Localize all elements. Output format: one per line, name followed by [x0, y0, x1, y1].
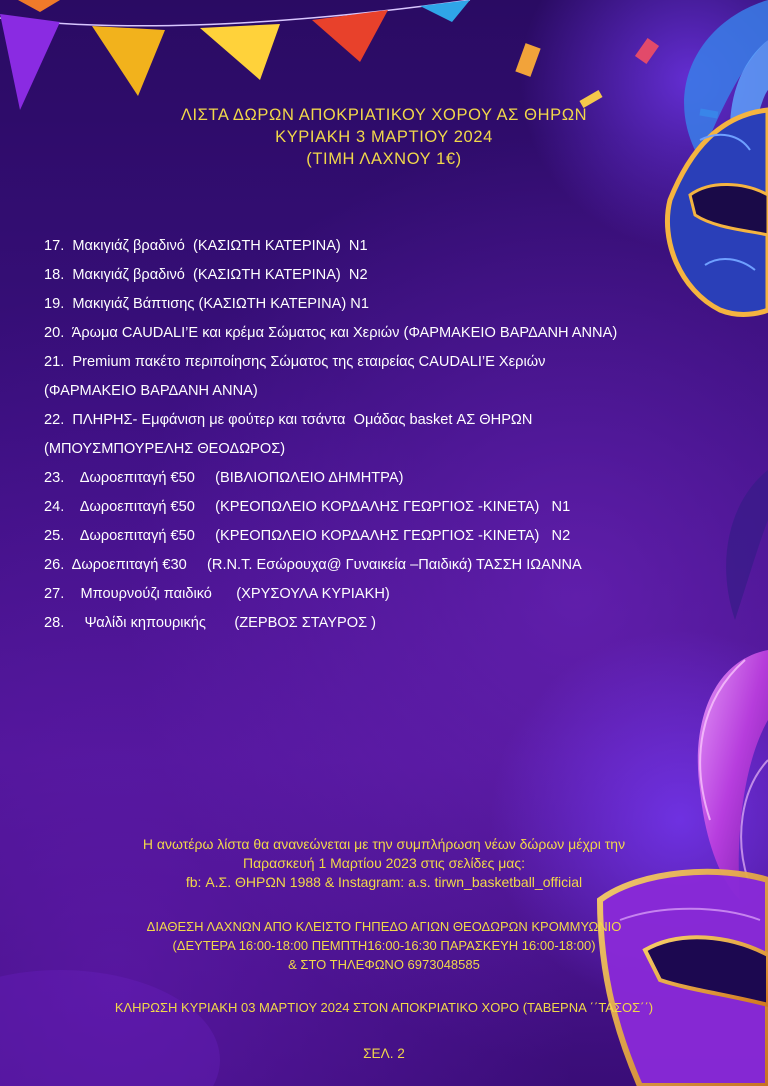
flyer-header [0, 104, 768, 170]
bunting-flag-yellow-2 [200, 24, 280, 80]
bunting-flag-red [312, 10, 388, 62]
gift-item: 21. Premium πακέτο περιποίησης Σώματος της εταιρείας CAUDALI’E Χεριών [44, 354, 546, 370]
availability-location: ΔΙΑΘΕΣΗ ΛΑΧΝΩΝ ΑΠΟ ΚΛΕΙΣΤΟ ΓΗΠΕΔΟ ΑΓΙΩΝ ΘΕΟΔΩΡΩΝ ΚΡΟΜΜΥΩΝΙΟ [146, 919, 622, 934]
header-ticket-price: (ΤΙΜΗ ΛΑΧΝΟΥ 1€) [306, 150, 462, 168]
availability-hours: (ΔΕΥΤΕΡΑ 16:00-18:00 ΠΕΜΠΤΗ16:00-16:30 ΠΑΡΑΣΚΕΥΗ 16:00-18:00) [172, 938, 596, 953]
gift-item: 25. Δωροεπιταγή €50 (ΚΡΕΟΠΩΛΕΙΟ ΚΟΡΔΑΛΗΣ ΓΕΩΡΓΙΟΣ -ΚΙΝΕΤΑ) Ν2 [44, 528, 571, 544]
update-notice-line: Η ανωτέρω λίστα θα ανανεώνεται με την συμπλήρωση νέων δώρων μέχρι την [142, 836, 626, 852]
gift-item: 19. Μακιγιάζ Βάπτισης (ΚΑΣΙΩΤΗ ΚΑΤΕΡΙΝΑ) Ν1 [44, 296, 369, 312]
gift-item: 17. Μακιγιάζ βραδινό (ΚΑΣΙΩΤΗ ΚΑΤΕΡΙΝΑ) Ν1 [44, 238, 368, 254]
gift-item: 28. Ψαλίδι κηπουρικής (ΖΕΡΒΟΣ ΣΤΑΥΡΟΣ ) [44, 615, 376, 631]
header-title: ΛΙΣΤΑ ΔΩΡΩΝ ΑΠΟΚΡΙΑΤΙΚΟΥ ΧΟΡΟΥ ΑΣ ΘΗΡΩΝ [180, 106, 588, 124]
gift-list [44, 232, 744, 638]
bunting-flag-purple [0, 14, 60, 110]
bunting-flag-yellow [92, 26, 165, 96]
draw-line: ΚΛΗΡΩΣΗ ΚΥΡΙΑΚΗ 03 ΜΑΡΤΙΟΥ 2024 ΣΤΟΝ ΑΠΟΚΡΙΑΤΙΚΟ ΧΟΡΟ (ΤΑΒΕΡΝΑ ΄΄ΤΑΣΟΣ΄΄) [114, 1000, 654, 1015]
bunting-flag-orange [18, 0, 60, 12]
gift-item: 27. Μπουρνούζι παιδικό (ΧΡΥΣΟΥΛΑ ΚΥΡΙΑΚΗ) [44, 586, 390, 602]
gift-item: 18. Μακιγιάζ βραδινό (ΚΑΣΙΩΤΗ ΚΑΤΕΡΙΝΑ) Ν2 [44, 267, 368, 283]
bunting-flag-blue [420, 0, 470, 22]
gift-item: 26. Δωροεπιταγή €30 (R.N.T. Εσώρουχα@ Γυναικεία –Παιδικά) ΤΑΣΣΗ ΙΩΑΝΝΑ [44, 557, 582, 573]
gift-item: 24. Δωροεπιταγή €50 (ΚΡΕΟΠΩΛΕΙΟ ΚΟΡΔΑΛΗΣ ΓΕΩΡΓΙΟΣ -ΚΙΝΕΤΑ) Ν1 [44, 499, 571, 515]
page-number [0, 1044, 768, 1064]
update-notice [0, 835, 768, 892]
gift-item-continued: (ΜΠΟΥΣΜΠΟΥΡΕΛΗΣ ΘΕΟΔΩΡΟΣ) [44, 441, 286, 457]
header-date: ΚΥΡΙΑΚΗ 3 ΜΑΡΤΙΟΥ 2024 [275, 128, 493, 146]
ticket-availability [0, 917, 768, 974]
update-notice-line: Παρασκευή 1 Μαρτίου 2023 στις σελίδες μας: [242, 855, 526, 871]
availability-phone: & ΣΤΟ ΤΗΛΕΦΩΝΟ 6973048585 [288, 957, 480, 972]
gift-item: 20. Άρωμα CAUDALI’E και κρέμα Σώματος και Χεριών (ΦΑΡΜΑΚΕΙΟ ΒΑΡΔΑΝΗ ΑΝΝΑ) [44, 325, 618, 341]
glow-bottom-left [0, 970, 220, 1086]
gift-item-continued: (ΦΑΡΜΑΚΕΙΟ ΒΑΡΔΑΝΗ ΑΝΝΑ) [44, 383, 258, 399]
gift-item: 22. ΠΛΗΡΗΣ- Εμφάνιση με φούτερ και τσάντα Ομάδας basket ΑΣ ΘΗΡΩΝ [44, 412, 533, 428]
bunting-string [0, 0, 470, 26]
gift-item: 23. Δωροεπιταγή €50 (ΒΙΒΛΙΟΠΩΛΕΙΟ ΔΗΜΗΤΡΑ) [44, 470, 404, 486]
page-number-label: ΣΕΛ. 2 [363, 1046, 405, 1061]
draw-info [0, 998, 768, 1018]
social-links: fb: Α.Σ. ΘΗΡΩΝ 1988 & Instagram: a.s. tirwn_basketball_official [185, 874, 583, 890]
